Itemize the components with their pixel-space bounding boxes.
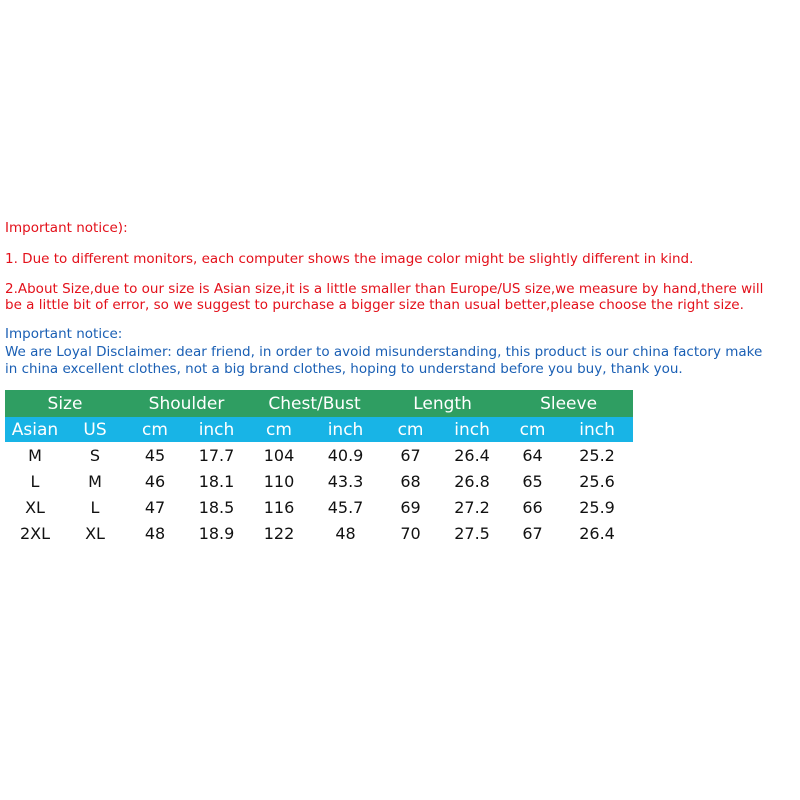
notice-item-size-line2: be a little bit of error, so we suggest to purchase a bigger size than usual better,please choose the right size.: [5, 297, 744, 313]
unit-header-asian: Asian: [5, 417, 65, 442]
table-cell: 25.6: [579, 471, 615, 491]
unit-header-inch: inch: [185, 417, 248, 442]
table-cell: 70: [400, 523, 421, 543]
disclaimer-line1: We are Loyal Disclaimer: dear friend, in order to avoid misunderstanding, this product is our china factory make: [5, 344, 763, 360]
group-header-length: Length: [381, 390, 504, 417]
table-cell: 27.2: [454, 497, 490, 517]
table-cell: 47: [144, 497, 166, 517]
table-cell: 66: [522, 497, 543, 517]
table-cell: L: [90, 497, 100, 517]
table-cell: 18.1: [198, 471, 235, 491]
table-cell: 48: [335, 523, 356, 543]
table-cell: 2XL: [19, 523, 51, 543]
disclaimer-line2: in china excellent clothes, not a big brand clothes, hoping to understand before you buy, thank you.: [5, 361, 683, 377]
table-cell: 40.9: [327, 445, 364, 465]
table-cell: 48: [144, 523, 166, 543]
table-cell: S: [89, 445, 101, 465]
unit-header-inch: inch: [310, 417, 381, 442]
disclaimer-title: Important notice:: [5, 326, 123, 342]
table-cell: 110: [263, 471, 295, 491]
group-header-size: Size: [5, 390, 125, 417]
size-table-group-header: [5, 390, 633, 417]
table-cell: 64: [522, 445, 543, 465]
table-cell: 68: [400, 471, 421, 491]
unit-header-cm: cm: [381, 417, 440, 442]
unit-header-cm: cm: [504, 417, 561, 442]
table-cell: 26.4: [454, 445, 490, 465]
table-cell: 26.4: [579, 523, 615, 543]
group-header-shoulder: Shoulder: [125, 390, 248, 417]
important-notice-title: Important notice):: [5, 220, 128, 236]
table-cell: 116: [263, 497, 295, 517]
unit-header-inch: inch: [561, 417, 633, 442]
table-cell: 69: [400, 497, 421, 517]
notice-item-size-line1: 2.About Size,due to our size is Asian size,it is a little smaller than Europe/US size,we measure by hand,there will: [5, 281, 764, 297]
unit-header-cm: cm: [248, 417, 310, 442]
notice-item-color: 1. Due to different monitors, each computer shows the image color might be slightly different in kind.: [5, 251, 694, 267]
table-cell: M: [28, 445, 42, 465]
table-cell: 67: [400, 445, 421, 465]
unit-header-us: US: [65, 417, 125, 442]
size-chart-table: [5, 390, 633, 546]
table-cell: 26.8: [454, 471, 490, 491]
table-cell: M: [88, 471, 102, 491]
unit-header-cm: cm: [125, 417, 185, 442]
table-cell: 43.3: [327, 471, 364, 491]
table-row: [5, 468, 633, 494]
table-cell: 25.9: [579, 497, 615, 517]
size-table-unit-header: [5, 417, 633, 442]
table-cell: 67: [522, 523, 543, 543]
table-cell: 25.2: [579, 445, 615, 465]
table-cell: 65: [522, 471, 543, 491]
table-cell: L: [30, 471, 40, 491]
table-cell: 18.9: [198, 523, 235, 543]
unit-header-inch: inch: [440, 417, 504, 442]
table-cell: XL: [85, 523, 105, 543]
group-header-chest-bust: Chest/Bust: [248, 390, 381, 417]
table-cell: XL: [25, 497, 45, 517]
group-header-sleeve: Sleeve: [504, 390, 633, 417]
table-cell: 46: [144, 471, 166, 491]
table-cell: 45.7: [327, 497, 364, 517]
table-cell: 18.5: [198, 497, 235, 517]
table-cell: 104: [263, 445, 295, 465]
table-row: [5, 494, 633, 520]
table-cell: 122: [263, 523, 295, 543]
table-cell: 27.5: [454, 523, 490, 543]
table-cell: 45: [144, 445, 166, 465]
table-row: [5, 520, 633, 546]
table-cell: 17.7: [198, 445, 235, 465]
table-row: [5, 442, 633, 468]
